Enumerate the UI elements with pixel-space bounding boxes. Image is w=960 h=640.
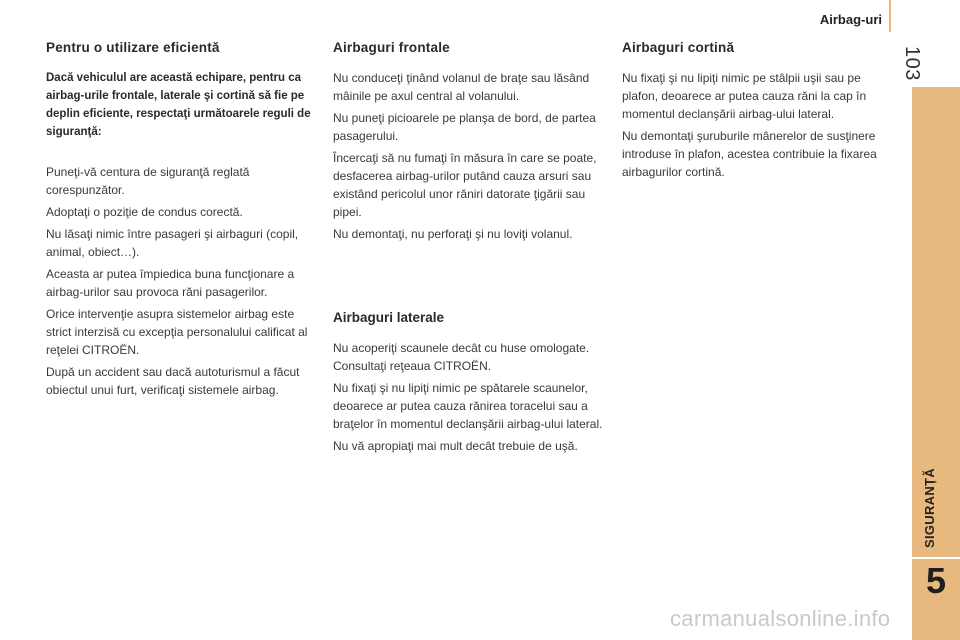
- paragraph: Nu lăsaţi nimic între pasageri şi airbaguri (copil, animal, obiect…).: [46, 227, 299, 259]
- paragraph: Adoptaţi o poziţie de condus corectă.: [46, 205, 243, 219]
- paragraph: Nu acoperiţi scaunele decât cu huse omologate. Consultaţi reţeaua CITROËN.: [333, 341, 590, 373]
- page-number: 103: [901, 46, 923, 81]
- column-side-airbags: [333, 310, 603, 459]
- heading-curtain-airbags: Airbaguri cortină: [622, 40, 735, 55]
- chapter-number: 5: [925, 560, 947, 601]
- heading-side-airbags: Airbaguri laterale: [333, 310, 445, 325]
- heading-efficient-use: Pentru o utilizare eficientă: [46, 40, 220, 55]
- paragraph: După un accident sau dacă autoturismul a făcut obiectul unui furt, verificaţi sistemele airbag.: [46, 365, 300, 397]
- intro-text: Dacă vehiculul are această echipare, pentru ca airbag-urile frontale, laterale şi cortină să fie pe deplin eficiente, respectaţi următoarele reguli de siguranţă:: [46, 72, 311, 138]
- section-title: Airbag-uri: [819, 12, 882, 27]
- paragraph: Încercaţi să nu fumaţi în măsura în care se poate, desfacerea airbag-urilor putând cauza arsuri sau existând pericolul unor răniri datorate ţigării sau pipei.: [333, 151, 597, 219]
- heading-front-airbags: Airbaguri frontale: [333, 40, 450, 55]
- paragraph: Nu fixaţi şi nu lipiţi nimic pe spătarele scaunelor, deoarece ar putea cauza rănirea toracelui sau a braţelor în momentul declanşării airbag-ului lateral.: [333, 381, 603, 431]
- watermark-text: carmanualsonline.info: [670, 606, 891, 631]
- paragraph: Nu puneţi picioarele pe planşa de bord, de partea pasagerului.: [333, 111, 596, 143]
- paragraph: Nu demontaţi, nu perforaţi şi nu loviţi volanul.: [333, 227, 573, 241]
- paragraph: Nu fixaţi şi nu lipiţi nimic pe stâlpii uşii sau pe plafon, deoarece ar putea cauza răni la cap în momentul declanşării airbag-ului lateral.: [622, 71, 867, 121]
- column-curtain-airbags: [622, 40, 892, 185]
- paragraph: Nu conduceţi ţinând volanul de braţe sau lăsând mâinile pe axul central al volanului.: [333, 71, 590, 103]
- paragraph: Puneţi-vă centura de siguranţă reglată corespunzător.: [46, 165, 250, 197]
- column-front-airbags: [333, 40, 603, 247]
- paragraph: Aceasta ar putea împiedica buna funcţionare a airbag-urilor sau provoca răni pasagerilor.: [46, 267, 295, 299]
- paragraph: Orice intervenţie asupra sistemelor airbag este strict interzisă cu excepţia personalului calificat al reţelei CITROËN.: [46, 307, 308, 357]
- header-divider: [889, 0, 891, 32]
- column-efficient-use: [46, 40, 316, 403]
- chapter-tab-divider: [912, 557, 960, 559]
- chapter-tab-label: SIGURANȚĂ: [922, 468, 937, 548]
- paragraph: Nu demontaţi şuruburile mânerelor de susţinere introduse în plafon, acestea contribuie la fixarea airbagurilor cortină.: [622, 129, 877, 179]
- paragraph: Nu vă apropiaţi mai mult decât trebuie de uşă.: [333, 439, 578, 453]
